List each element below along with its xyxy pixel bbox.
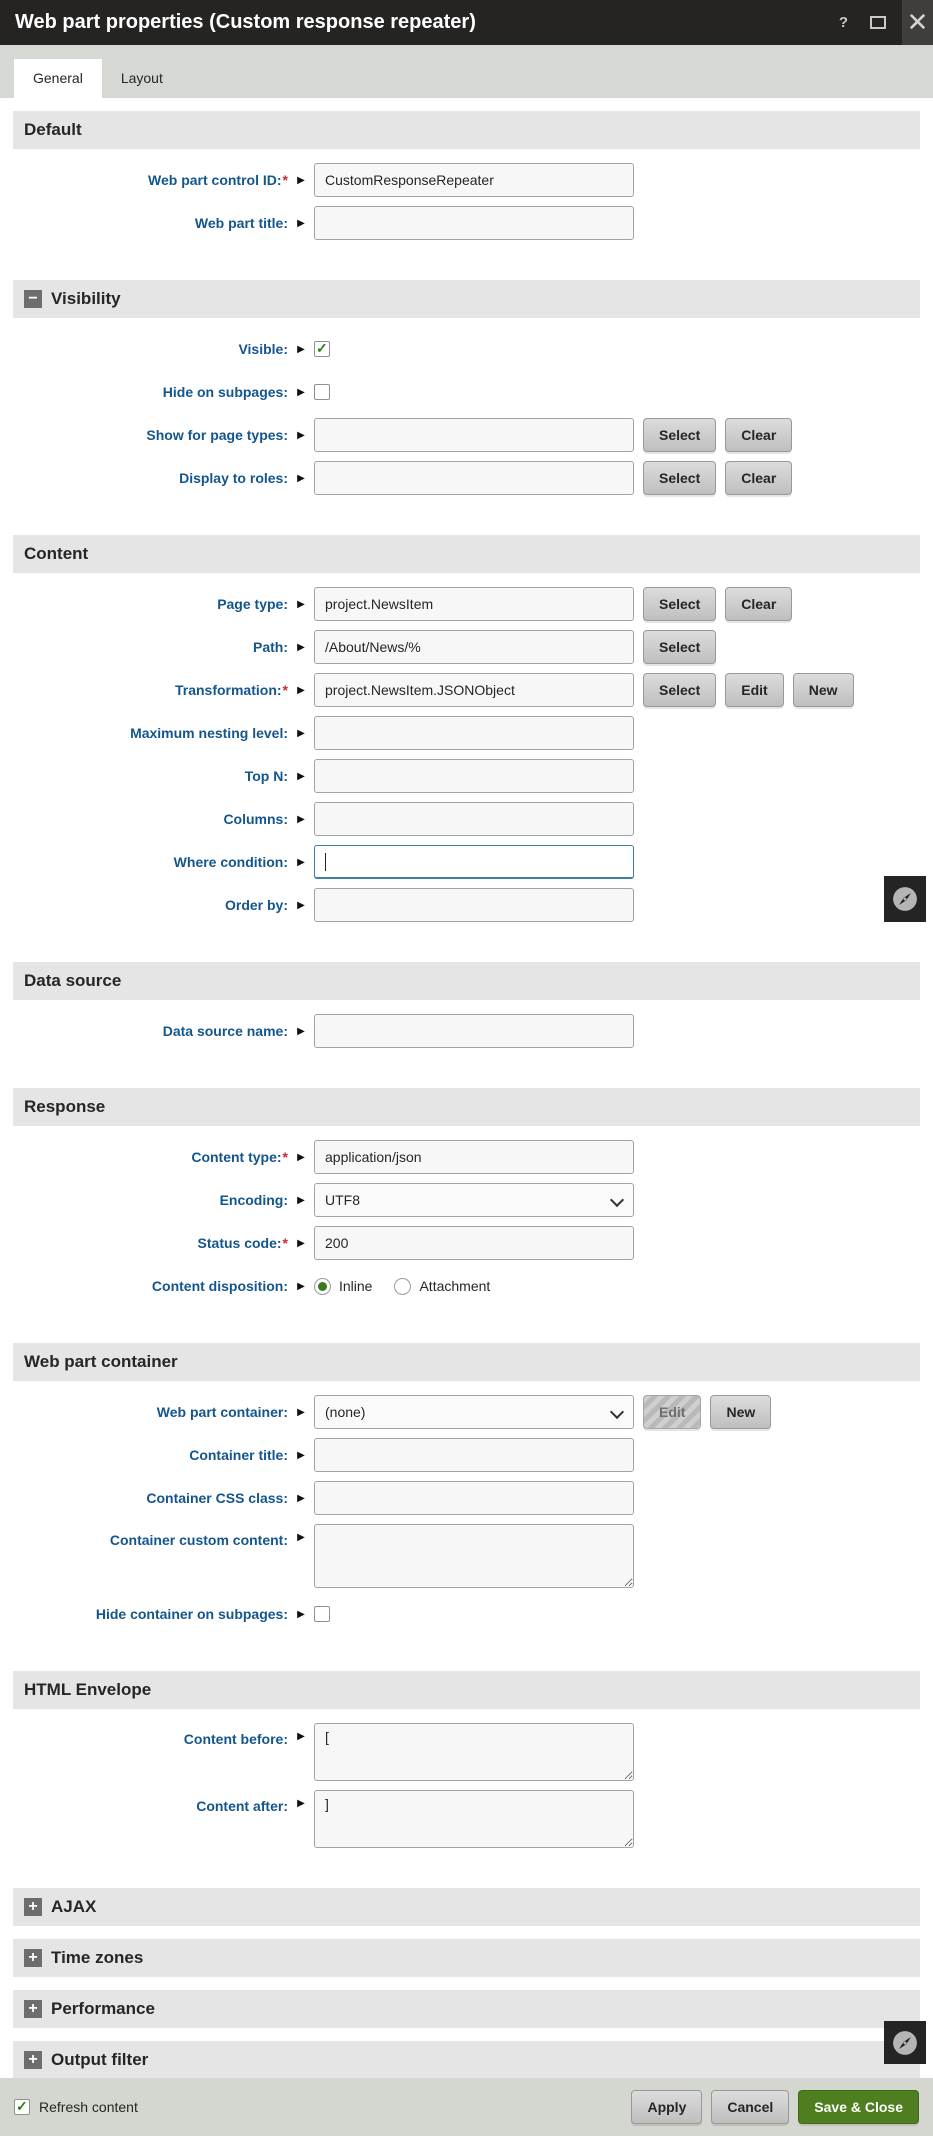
compass-overlay-icon[interactable] bbox=[884, 876, 926, 922]
form-row bbox=[0, 587, 933, 621]
tab-strip bbox=[0, 45, 933, 98]
field-arrow-icon: ▶ bbox=[297, 1731, 305, 1742]
title-bar bbox=[0, 0, 933, 45]
content-after-textarea[interactable] bbox=[314, 1790, 634, 1848]
form-row bbox=[0, 630, 933, 664]
field-arrow-icon: ▶ bbox=[297, 386, 305, 398]
text-cursor bbox=[325, 853, 326, 871]
section-performance-header[interactable] bbox=[13, 1990, 920, 2028]
section-title: Content bbox=[24, 544, 89, 563]
section-title: Default bbox=[24, 120, 82, 139]
field-label: Content after: bbox=[196, 1798, 288, 1814]
display-to-roles-input[interactable] bbox=[314, 461, 634, 495]
section-title: AJAX bbox=[51, 1897, 97, 1916]
radio-label: Inline bbox=[339, 1278, 373, 1294]
field-label: Container custom content: bbox=[109, 1532, 288, 1548]
form-row bbox=[0, 332, 933, 366]
form-row bbox=[0, 1183, 933, 1217]
section-title: Output filter bbox=[51, 2050, 149, 2069]
clear-button[interactable]: Clear bbox=[725, 461, 792, 495]
maximum-nesting-level-input[interactable] bbox=[314, 716, 634, 750]
field-label: Where condition: bbox=[173, 854, 288, 870]
section-ajax-header[interactable] bbox=[13, 1888, 920, 1926]
compass-overlay-icon[interactable] bbox=[884, 2021, 926, 2064]
refresh-content-label: Refresh content bbox=[39, 2099, 138, 2115]
field-label: Content type: bbox=[191, 1149, 282, 1165]
attachment-radio[interactable] bbox=[394, 1278, 411, 1295]
field-arrow-icon: ▶ bbox=[297, 1406, 305, 1418]
close-icon[interactable]: ✕ bbox=[902, 0, 933, 45]
required-mark: * bbox=[282, 682, 288, 698]
form-row bbox=[0, 888, 933, 922]
field-arrow-icon: ▶ bbox=[297, 1608, 305, 1620]
form-row bbox=[0, 1524, 933, 1588]
show-for-page-types-input[interactable] bbox=[314, 418, 634, 452]
field-label: Status code: bbox=[197, 1235, 282, 1251]
field-label: Page type: bbox=[217, 596, 288, 612]
field-arrow-icon: ▶ bbox=[297, 856, 305, 868]
form-row bbox=[0, 1790, 933, 1848]
container-select-wrap bbox=[314, 1395, 634, 1429]
form-row bbox=[0, 1481, 933, 1515]
dialog-title: Web part properties (Custom response repeater) bbox=[15, 11, 476, 33]
field-arrow-icon: ▶ bbox=[297, 1151, 305, 1163]
field-arrow-icon: ▶ bbox=[297, 727, 305, 739]
field-label: Hide container on subpages: bbox=[95, 1606, 288, 1622]
select-button[interactable]: Select bbox=[643, 418, 716, 452]
footer-bar bbox=[0, 2078, 933, 2136]
content-type-input[interactable] bbox=[314, 1140, 634, 1174]
hide-container-on-subpages-checkbox[interactable] bbox=[314, 1606, 330, 1622]
section-data-source-header bbox=[13, 962, 920, 1000]
field-arrow-icon: ▶ bbox=[297, 472, 305, 484]
form-row bbox=[0, 716, 933, 750]
expand-icon[interactable]: + bbox=[24, 2000, 42, 2018]
form-row bbox=[0, 1438, 933, 1472]
page-type-input[interactable] bbox=[314, 587, 634, 621]
section-title: HTML Envelope bbox=[24, 1680, 152, 1699]
field-arrow-icon: ▶ bbox=[297, 899, 305, 911]
path-input[interactable] bbox=[314, 630, 634, 664]
expand-icon[interactable]: + bbox=[24, 1898, 42, 1916]
form-row bbox=[0, 1723, 933, 1781]
field-arrow-icon: ▶ bbox=[297, 1492, 305, 1504]
new-button[interactable]: New bbox=[710, 1395, 771, 1429]
edit-button-disabled: Edit bbox=[643, 1395, 701, 1429]
container-title-input[interactable] bbox=[314, 1438, 634, 1472]
section-title: Visibility bbox=[51, 289, 121, 308]
field-label: Hide on subpages: bbox=[162, 384, 288, 400]
field-label: Display to roles: bbox=[179, 470, 288, 486]
field-label: Columns: bbox=[223, 811, 288, 827]
maximize-icon[interactable] bbox=[870, 16, 886, 29]
section-title: Response bbox=[24, 1097, 106, 1116]
field-label: Top N: bbox=[244, 768, 288, 784]
field-arrow-icon: ▶ bbox=[297, 813, 305, 825]
form-row bbox=[0, 1395, 933, 1429]
required-mark: * bbox=[282, 172, 288, 188]
field-label: Transformation: bbox=[174, 682, 282, 698]
cancel-button[interactable]: Cancel bbox=[711, 2090, 789, 2124]
field-label: Encoding: bbox=[219, 1192, 288, 1208]
field-arrow-icon: ▶ bbox=[297, 770, 305, 782]
encoding-select-wrap bbox=[314, 1183, 634, 1217]
data-source-name-input[interactable] bbox=[314, 1014, 634, 1048]
web-part-title-input[interactable] bbox=[314, 206, 634, 240]
section-html-envelope-header bbox=[13, 1671, 920, 1709]
select-button[interactable]: Select bbox=[643, 587, 716, 621]
form-row bbox=[0, 1269, 933, 1303]
save-close-button[interactable]: Save & Close bbox=[798, 2090, 919, 2124]
section-title: Data source bbox=[24, 971, 122, 990]
section-web-part-container-header bbox=[13, 1343, 920, 1381]
clear-button[interactable]: Clear bbox=[725, 587, 792, 621]
form-row bbox=[0, 1226, 933, 1260]
field-arrow-icon: ▶ bbox=[297, 598, 305, 610]
form-row bbox=[0, 418, 933, 452]
section-response-body bbox=[0, 1126, 933, 1330]
section-content-body bbox=[0, 573, 933, 949]
clear-button[interactable]: Clear bbox=[725, 418, 792, 452]
inline-radio[interactable] bbox=[314, 1278, 331, 1295]
form-row bbox=[0, 1140, 933, 1174]
tab-layout[interactable]: Layout bbox=[120, 70, 163, 86]
field-label: Maximum nesting level: bbox=[130, 725, 288, 741]
field-label: Path: bbox=[253, 639, 288, 655]
hide-on-subpages-checkbox[interactable] bbox=[314, 384, 330, 400]
collapse-icon[interactable]: − bbox=[24, 290, 42, 308]
container-css-class-input[interactable] bbox=[314, 1481, 634, 1515]
order-by-input[interactable] bbox=[314, 888, 634, 922]
field-label: Web part control ID: bbox=[148, 172, 282, 188]
field-arrow-icon: ▶ bbox=[297, 641, 305, 653]
field-label: Container CSS class: bbox=[146, 1490, 288, 1506]
section-default-body bbox=[0, 149, 933, 267]
section-default-header bbox=[13, 111, 920, 149]
section-visibility-body bbox=[0, 318, 933, 522]
field-label: Content before: bbox=[183, 1731, 288, 1747]
section-title: Performance bbox=[51, 1999, 155, 2018]
field-arrow-icon: ▶ bbox=[297, 1798, 305, 1809]
new-button[interactable]: New bbox=[793, 673, 854, 707]
field-arrow-icon: ▶ bbox=[297, 1237, 305, 1249]
form-row bbox=[0, 673, 933, 707]
select-button[interactable]: Select bbox=[643, 461, 716, 495]
where-condition-input[interactable] bbox=[314, 845, 634, 879]
form-row bbox=[0, 759, 933, 793]
field-label: Web part title: bbox=[194, 215, 288, 231]
field-arrow-icon: ▶ bbox=[297, 217, 305, 229]
field-arrow-icon: ▶ bbox=[297, 1025, 305, 1037]
field-arrow-icon: ▶ bbox=[297, 1194, 305, 1206]
tab-general[interactable]: General bbox=[14, 59, 102, 98]
radio-label: Attachment bbox=[419, 1278, 491, 1294]
required-mark: * bbox=[282, 1149, 288, 1165]
field-arrow-icon: ▶ bbox=[297, 1532, 305, 1543]
field-arrow-icon: ▶ bbox=[297, 1280, 305, 1292]
section-title: Web part container bbox=[24, 1352, 178, 1371]
field-label: Show for page types: bbox=[146, 427, 288, 443]
columns-input[interactable] bbox=[314, 802, 634, 836]
expand-icon[interactable]: + bbox=[24, 2051, 42, 2069]
web-part-control-id-input[interactable] bbox=[314, 163, 634, 197]
field-arrow-icon: ▶ bbox=[297, 1449, 305, 1461]
form-row bbox=[0, 375, 933, 409]
section-web-part-container-body bbox=[0, 1381, 933, 1658]
select-button[interactable]: Select bbox=[643, 630, 716, 664]
form-row bbox=[0, 206, 933, 240]
field-label: Data source name: bbox=[162, 1023, 288, 1039]
container-custom-content-textarea[interactable] bbox=[314, 1524, 634, 1588]
form-row bbox=[0, 802, 933, 836]
field-arrow-icon: ▶ bbox=[297, 343, 305, 355]
form-row bbox=[0, 163, 933, 197]
web-part-container-select[interactable] bbox=[314, 1395, 634, 1429]
section-title: Time zones bbox=[51, 1948, 144, 1967]
field-label: Container title: bbox=[189, 1447, 288, 1463]
top-n-input[interactable] bbox=[314, 759, 634, 793]
required-mark: * bbox=[282, 1235, 288, 1251]
content-before-textarea[interactable] bbox=[314, 1723, 634, 1781]
field-arrow-icon: ▶ bbox=[297, 684, 305, 696]
form-row bbox=[0, 1597, 933, 1631]
expand-icon[interactable]: + bbox=[24, 1949, 42, 1967]
compass-icon bbox=[892, 886, 918, 912]
form-row bbox=[0, 845, 933, 879]
field-label: Web part container: bbox=[156, 1404, 288, 1420]
apply-button[interactable]: Apply bbox=[631, 2090, 702, 2124]
field-arrow-icon: ▶ bbox=[297, 429, 305, 441]
field-label: Content disposition: bbox=[151, 1278, 288, 1294]
form-row bbox=[0, 1014, 933, 1048]
section-time-zones-header[interactable] bbox=[13, 1939, 920, 1977]
section-data-source-body bbox=[0, 1000, 933, 1075]
edit-button[interactable]: Edit bbox=[725, 673, 783, 707]
field-label: Order by: bbox=[224, 897, 288, 913]
section-content-header bbox=[13, 535, 920, 573]
section-html-envelope-body bbox=[0, 1709, 933, 1875]
field-arrow-icon: ▶ bbox=[297, 174, 305, 186]
section-response-header bbox=[13, 1088, 920, 1126]
status-code-input[interactable] bbox=[314, 1226, 634, 1260]
form-row bbox=[0, 461, 933, 495]
select-button[interactable]: Select bbox=[643, 673, 716, 707]
section-visibility-header bbox=[13, 280, 920, 318]
field-label: Visible: bbox=[238, 341, 288, 357]
section-output-filter-header[interactable] bbox=[13, 2041, 920, 2079]
compass-icon bbox=[892, 2030, 918, 2056]
transformation-input[interactable] bbox=[314, 673, 634, 707]
visible-checkbox[interactable] bbox=[314, 341, 330, 357]
encoding-select[interactable] bbox=[314, 1183, 634, 1217]
help-icon[interactable]: ? bbox=[838, 14, 848, 31]
refresh-content-checkbox[interactable] bbox=[14, 2099, 30, 2115]
